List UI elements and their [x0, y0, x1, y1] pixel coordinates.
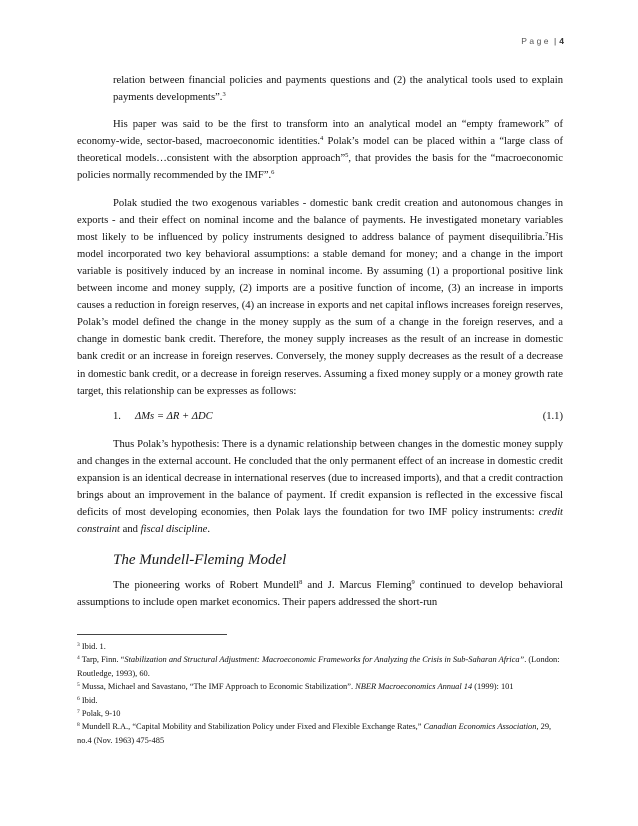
footnote-4: $^4$ Tarp, Finn. “Stabilization and Structural Adjustment: Macroeconomic Frameworks for Analyzing the Crisis in Sub-Saharan Africa”. (London: Routledge, 1993), 60.: [77, 655, 560, 678]
footnote-8: $^8$ Mundell R.A., “Capital Mobility and Stabilization Policy under Fixed and Flexible Exchange Rates,” Canadian Economics Association, 29, no.4 (Nov. 1963) 475-485: [77, 722, 552, 745]
section-heading: The Mundell-Fleming Model: [113, 552, 287, 569]
footnote-ref[interactable]: 9: [411, 579, 415, 587]
footnote-divider: [77, 634, 227, 635]
paragraph-exogenous-variables: Polak studied the two exogenous variables - domestic bank credit creation and autonomous changes in exports - and their effect on nominal income and the balance of payments. He investigated monetary variables most likely to be influenced by policy instruments designed to address balance of payment disequilibria.$^7$His model incorporated two key behavioral assumptions: a stable demand for money; and a change in the import variable is positively induced by an increase in nominal income. By assuming (1) a proportional positive link between income and money supply, (2) imports are a positive function of income, (3) an increase in imports causes a reduction in foreign reserves, (4) an increase in exports and net capital inflows increases foreign reserves, Polak’s model defined the change in the money supply as the sum of a change in the foreign reserves, and a change in domestic bank credit. Therefore, the money supply increases as the result of an increase in domestic bank credit or an increase in foreign reserves. Conversely, the money supply decreases as the result of a decrease in domestic bank credit, or a decrease in foreign reserves. Assuming a fixed money supply or a money growth rate target, this relationship can be expresses as follows:: [77, 197, 563, 397]
paragraph-polak-hypothesis: Thus Polak’s hypothesis: There is a dynamic relationship between changes in the domestic money supply and changes in the external account. He concluded that the only permanent effect of an increase in domestic credit expansion is an identical decrease in international reserves (due to increased imports), and that a credit contraction brings about an improvement in the balance of payment. If credit expansion is reflected in the excessive fiscal deficits of most developing economies, then Polak lays the foundation for two IMF policy instruments: credit constraint and fiscal discipline.: [77, 438, 563, 536]
footnote-3: $^3$ Ibid. 1.: [77, 642, 106, 651]
page-number: 4: [559, 36, 564, 46]
footnote-ref[interactable]: 7: [545, 230, 549, 238]
equation-label: (1.1): [542, 410, 563, 422]
footnote-6: $^6$ Ibid.: [77, 695, 98, 705]
footnote-ref[interactable]: 4: [319, 135, 324, 143]
equation-text: ΔMs = ΔR + ΔDC: [135, 410, 213, 422]
paragraph-mundell-fleming: The pioneering works of Robert Mundell$^8$ and J. Marcus Fleming$^9$ continued to develop behavioral assumptions to include open market economics. Their papers addressed the short-run: [77, 579, 563, 609]
equation-number: 1.: [113, 410, 121, 422]
paragraph-continuation: relation between financial policies and payments questions and (2) the analytical tools used to explain payments developments”.$^3$: [113, 75, 563, 104]
page-header: [521, 36, 564, 46]
footnotes: [77, 640, 563, 747]
footnote-ref[interactable]: 3: [222, 91, 226, 99]
footnote-ref[interactable]: 5: [345, 152, 349, 160]
footnote-ref[interactable]: 8: [299, 579, 303, 587]
footnote-5: $^5$ Mussa, Michael and Savastano, “The IMF Approach to Economic Stabilization”. NBER Macroeconomics Annual 14 (1999): 101: [77, 682, 514, 692]
document-body: [77, 72, 563, 611]
footnote-7: $^7$ Polak, 9-10: [77, 709, 121, 719]
equation-1-1: [77, 408, 563, 428]
header-divider: |: [554, 36, 557, 46]
footnote-ref[interactable]: 6: [271, 169, 275, 177]
page-label: Page: [521, 36, 552, 46]
paragraph-polak-model: His paper was said to be the first to transform into an analytical model an “empty framework” of economy-wide, sector-based, macroeconomic identities.$^4$ Polak’s model can be placed within a “large class of theoretical models…consistent with the absorption approach”$^5$, that provides the basis for the “macroeconomic policies normally recommended by the IMF”.$^6$: [77, 119, 563, 182]
